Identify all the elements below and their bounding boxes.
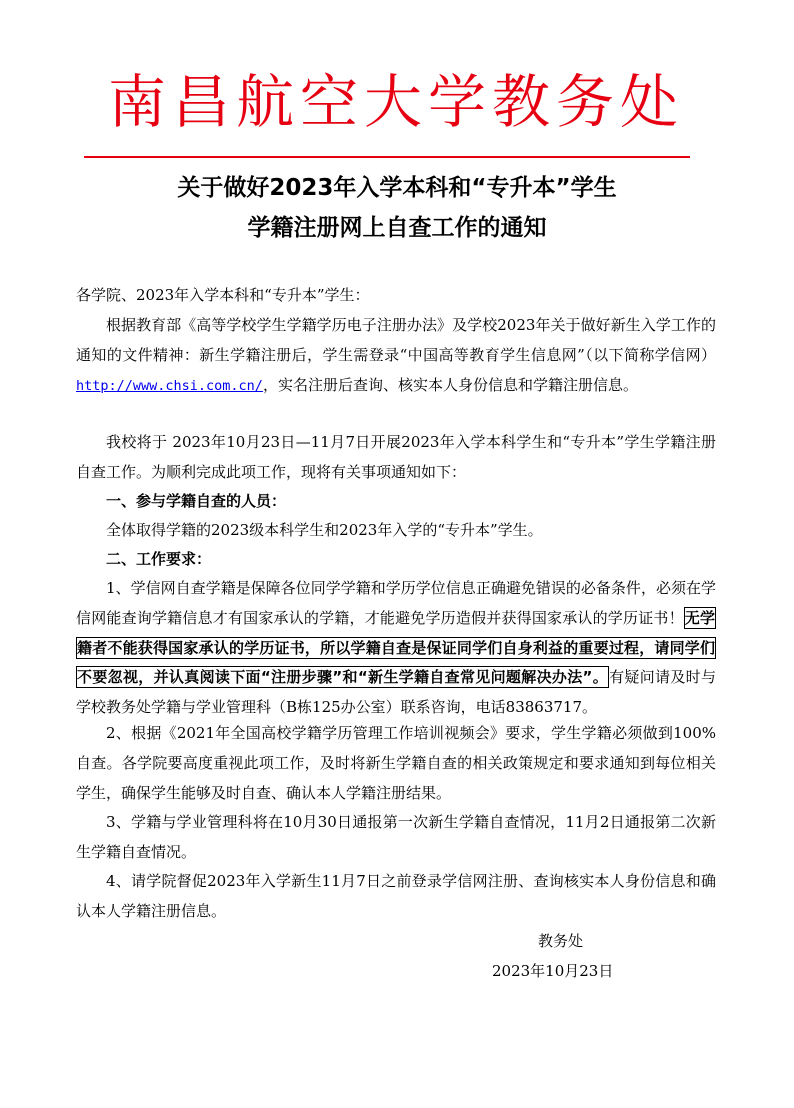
signature-dept: 教务处 (538, 932, 584, 950)
paragraph-1-tail: ，实名注册后查询、核实本人身份信息和学籍注册信息。 (262, 375, 638, 394)
paragraph-6: 3、学籍与学业管理科将在10月30日通报第一次新生学籍自查情况，11月2日通报第二次新生学籍自查情况。 (76, 813, 716, 861)
header-divider (84, 156, 690, 158)
chsi-link[interactable]: http://www.chsi.com.cn/ (76, 377, 263, 394)
paragraph-3: 全体取得学籍的2023级本科学生和2023年入学的“专升本”学生。 (106, 521, 543, 539)
paragraph-1-text: 根据教育部《高等学校学生学籍学历电子注册办法》及学校2023年关于做好新生入学工作的通知的文件精神：新生学籍注册后，学生需登录“中国高等教育学生信息网”（以下简称学信网） (76, 316, 716, 364)
notice-title-line2: 学籍注册网上自查工作的通知 (247, 215, 547, 241)
paragraph-2: 我校将于 2023年10月23日—11月7日开展2023年入学本科学生和“专升本”学生学籍注册自查工作。为顺利完成此项工作，现将有关事项通知如下： (76, 433, 716, 481)
paragraph-7: 4、请学院督促2023年入学新生11月7日之前登录学信网注册、查询核实本人身份信息和确认本人学籍注册信息。 (76, 872, 716, 920)
org-header: 南昌航空大学教务处 (107, 68, 684, 136)
salutation: 各学院、2023年入学本科和“专升本”学生： (76, 286, 370, 304)
section-heading-2: 二、工作要求： (106, 550, 212, 568)
paragraph-4 (76, 574, 716, 723)
paragraph-4-text: 1、学信网自查学籍是保障各位同学学籍和学历学位信息正确避免错误的必备条件，必须在学信网能查询学籍信息才有国家承认的学籍，才能避免学历造假并获得国家承认的学历证书！ (76, 579, 716, 627)
paragraph-5: 2、根据《2021年全国高校学籍学历管理工作培训视频会》要求，学生学籍必须做到100%自查。各学院要高度重视此项工作，及时将新生学籍自查的相关政策规定和要求通知到每位相关学生，确保学生能够及时自查、确认本人学籍注册结果。 (76, 724, 716, 802)
paragraph-4-contact: 有疑问请及时与学校教务处学籍与学业管理科（B栋125办公室）联系咨询，电话83863717。 (76, 668, 716, 717)
signature-date: 2023年10月23日 (492, 962, 614, 980)
paragraph-1 (76, 311, 716, 401)
notice-title-line1: 关于做好2023年入学本科和“专升本”学生 (177, 175, 617, 201)
section-heading-1: 一、参与学籍自查的人员： (106, 492, 287, 510)
important-notice-box: 无学籍者不能获得国家承认的学历证书，所以学籍自查是保证同学们自身利益的重要过程，请同学们不要忽视，并认真阅读下面“注册步骤”和“新生学籍自查常见问题解决办法”。 (77, 608, 715, 687)
